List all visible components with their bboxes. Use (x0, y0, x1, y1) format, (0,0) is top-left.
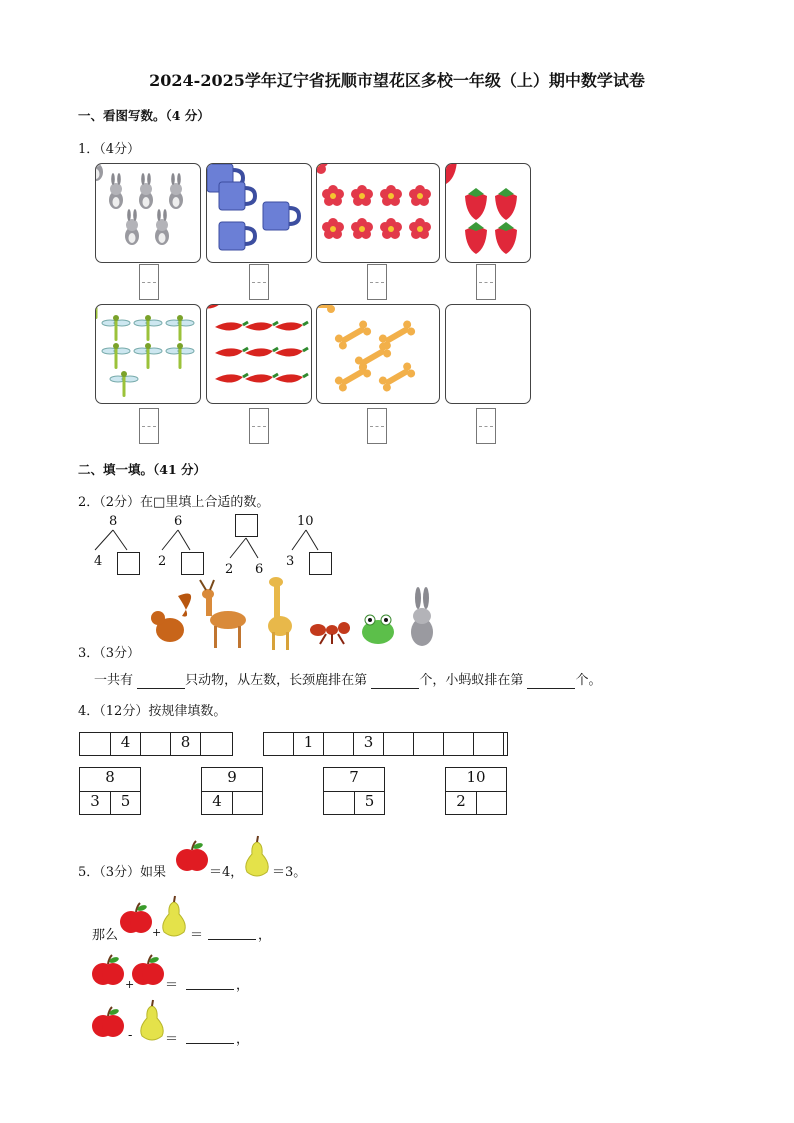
tree-4-right-box[interactable] (309, 552, 332, 575)
plus-sign: + (152, 926, 162, 939)
q5-then: 那么 (92, 928, 119, 943)
answer-box-dragonflies[interactable] (139, 408, 159, 444)
card-empty (445, 304, 531, 404)
seq2-cell: 1 (293, 732, 324, 756)
tree-2-left: 2 (158, 554, 167, 569)
block-2-left: 4 (201, 791, 233, 815)
block-2-right[interactable] (232, 791, 263, 815)
seq1-cell: 8 (170, 732, 201, 756)
card-strawberries (445, 163, 531, 263)
split-block-4 (445, 767, 507, 815)
block-3-right: 5 (354, 791, 385, 815)
tree-4-left: 3 (286, 554, 295, 569)
card-dragonflies (95, 304, 201, 404)
apple-icon (132, 954, 164, 990)
seq2-cell[interactable] (473, 732, 504, 756)
card-cups (206, 163, 312, 263)
answer-box-empty[interactable] (476, 408, 496, 444)
q5-eq-apple: ＝4， (209, 865, 244, 880)
pear-icon (137, 1002, 167, 1042)
q3-sentence (94, 669, 601, 689)
answer-box-cups[interactable] (249, 264, 269, 300)
apple-icon (120, 902, 152, 938)
q5-answer-2[interactable] (186, 974, 234, 990)
plus-sign: + (125, 978, 135, 991)
block-3-left[interactable] (323, 791, 355, 815)
q3-blank-giraffe[interactable] (371, 673, 419, 689)
q5-line-2 (92, 952, 332, 992)
tree-1-right-box[interactable] (117, 552, 140, 575)
comma: ， (236, 1032, 250, 1047)
block-1-top: 8 (79, 767, 141, 792)
equals-sign: ＝ (165, 978, 179, 993)
card-peppers (206, 304, 312, 404)
seq2-cell[interactable] (413, 732, 444, 756)
answer-box-peppers[interactable] (249, 408, 269, 444)
number-tree-4 (282, 514, 362, 576)
tree-3-right: 6 (255, 562, 264, 577)
seq2-cell[interactable] (323, 732, 354, 756)
rabbits-image (96, 164, 200, 262)
number-tree-1 (80, 514, 160, 576)
q5-answer-1[interactable] (208, 924, 256, 940)
tree-1-top: 8 (109, 514, 118, 529)
q5-eq-pear: ＝3。 (272, 865, 307, 880)
tree-3-left: 2 (225, 562, 234, 577)
q3-text-d: 个。 (575, 673, 602, 688)
tree-2-top: 6 (174, 514, 183, 529)
section-2-heading: 二、填一填。（41 分） (78, 462, 206, 477)
strawberries-image (446, 164, 530, 262)
block-3-top: 7 (323, 767, 385, 792)
number-tree-3 (218, 514, 288, 580)
animals-row (146, 580, 446, 652)
block-1-left: 3 (79, 791, 111, 815)
comma: ， (258, 928, 272, 943)
q3-blank-ant[interactable] (527, 673, 575, 689)
tree-2-right-box[interactable] (181, 552, 204, 575)
tree-1-left: 4 (94, 554, 103, 569)
card-rabbits (95, 163, 201, 263)
q5-premise (78, 838, 478, 878)
pear-icon (159, 898, 189, 938)
q5-line-1 (92, 898, 332, 942)
apple-icon (92, 954, 124, 990)
bones-image (317, 305, 439, 403)
split-block-2 (201, 767, 263, 815)
deer-image (200, 580, 246, 648)
peppers-image (207, 305, 311, 403)
section-1-heading: 一、看图写数。（4 分） (78, 108, 210, 123)
q3-text-a: 一共有 (94, 673, 134, 688)
seq2-cell[interactable] (383, 732, 414, 756)
seq1-cell[interactable] (140, 732, 171, 756)
comma: ， (236, 978, 250, 993)
squirrel-image (151, 594, 191, 643)
q3-label: 3．（3分） (78, 646, 141, 661)
block-2-top: 9 (201, 767, 263, 792)
card-flowers (316, 163, 440, 263)
apple-icon (176, 840, 208, 876)
dragonflies-image (96, 305, 200, 403)
block-1-right: 5 (110, 791, 141, 815)
q4-label: 4．（12分）按规律填数。 (78, 704, 227, 719)
giraffe-image (268, 577, 292, 650)
rabbit-image (411, 587, 433, 646)
apple-icon (92, 1006, 124, 1042)
seq1-cell[interactable] (200, 732, 233, 756)
flowers-image (317, 164, 439, 262)
cups-image (207, 164, 311, 262)
sequence-row-1 (79, 732, 234, 756)
q5-answer-3[interactable] (186, 1028, 234, 1044)
q3-blank-total[interactable] (137, 673, 185, 689)
tree-4-top: 10 (297, 514, 314, 529)
seq2-cell: 3 (353, 732, 384, 756)
seq2-cell[interactable] (443, 732, 474, 756)
answer-box-strawberries[interactable] (476, 264, 496, 300)
q3-text-c: 个，小蚂蚁排在第 (419, 673, 524, 688)
seq1-cell: 4 (110, 732, 141, 756)
sequence-row-2 (263, 732, 508, 756)
pear-icon (242, 838, 272, 878)
page-title: 2024-2025学年辽宁省抚顺市望花区多校一年级（上）期中数学试卷 (149, 71, 645, 90)
seq1-cell[interactable] (79, 732, 111, 756)
block-4-left: 2 (445, 791, 477, 815)
seq2-cell-end (503, 732, 508, 756)
q5-line-3 (92, 1002, 332, 1046)
split-block-3 (323, 767, 385, 815)
q1-label: 1．（4分） (78, 142, 141, 157)
equals-sign: ＝ (190, 928, 204, 943)
block-4-right[interactable] (476, 791, 507, 815)
ant-image (310, 622, 350, 644)
answer-box-bones[interactable] (367, 408, 387, 444)
q5-label-a: 5．（3分）如果 (78, 865, 167, 880)
split-block-1 (79, 767, 141, 815)
frog-image (362, 615, 394, 644)
block-4-top: 10 (445, 767, 507, 792)
card-bones (316, 304, 440, 404)
minus-sign: - (128, 1028, 133, 1043)
equals-sign: ＝ (165, 1032, 179, 1047)
q3-text-b: 只动物，从左数，长颈鹿排在第 (185, 673, 368, 688)
q2-label: 2．（2分）在□里填上合适的数。 (78, 495, 270, 510)
answer-box-flowers[interactable] (367, 264, 387, 300)
answer-box-rabbits[interactable] (139, 264, 159, 300)
seq2-cell[interactable] (263, 732, 294, 756)
